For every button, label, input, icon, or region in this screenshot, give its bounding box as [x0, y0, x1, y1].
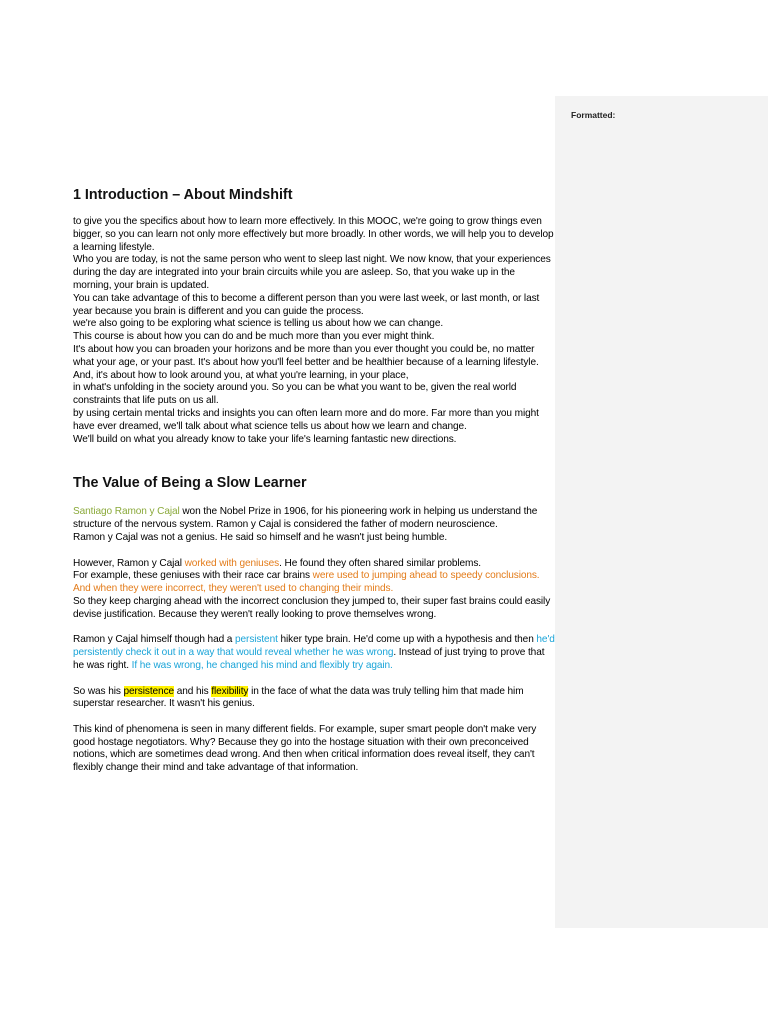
paragraph-persistence: [73, 686, 555, 712]
intro-line: Who you are today, is not the same person who went to sleep last night. We now know, that your experiences during the day are integrated into your brain circuits while you are asleep. So, that you wake up in the morning, your brain is updated.: [73, 254, 551, 291]
text-run: . Instead of just trying to prove that he was right.: [73, 647, 545, 671]
cyan-highlight: persistent: [235, 634, 278, 646]
paragraph-gap: [73, 711, 555, 724]
document-body: [73, 186, 555, 775]
cyan-highlight: he'd persistently check it out in a way that would reveal whether he was wrong: [73, 634, 555, 659]
paragraph-nobel: [73, 506, 555, 532]
paragraph-gap: [73, 673, 555, 686]
intro-line: to give you the specifics about how to learn more effectively. In this MOOC, we're going to grow things even bigger, so you can learn not only more effectively but more broadly. In other words, we will help you to develop a learning lifestyle.: [73, 216, 554, 253]
cyan-highlight: If he was wrong, he changed his mind and flexibly try again.: [131, 659, 393, 671]
text-run: Ramon y Cajal himself though had a: [73, 634, 236, 646]
text-run: hiker type brain. He'd come up with a hypothesis and then: [277, 634, 537, 646]
text-run: However, Ramon y Cajal: [73, 557, 185, 569]
orange-highlight: worked with geniuses: [184, 557, 280, 569]
text-run: and his: [174, 685, 212, 697]
introduction-text: [73, 216, 555, 446]
paragraph-not-genius: Ramon y Cajal was not a genius. He said so himself and he wasn't just being humble.: [73, 531, 448, 543]
text-run: . He found they often shared similar problems.: [279, 557, 481, 569]
yellow-highlight: persistence: [123, 685, 175, 697]
orange-highlight: were used to jumping ahead to speedy conclusions. And when they were incorrect, they weren't used to changing their minds.: [73, 570, 540, 595]
paragraph-geniuses: [73, 558, 555, 571]
intro-line: This course is about how you can do and be much more than you ever might think.: [73, 331, 435, 343]
comments-pane: [555, 96, 768, 928]
yellow-highlight: flexibility: [211, 685, 249, 697]
intro-line: by using certain mental tricks and insights you can often learn more and do more. Far more than you might have ever dreamed, we'll talk about what science tells us about how we learn and change.: [73, 407, 539, 432]
paragraph-gap: [73, 622, 555, 635]
paragraph-hostage: This kind of phenomena is seen in many different fields. For example, super smart people don't make very good hostage negotiators. Why? Because they go into the hostage situation with their own preconceived notions, which are sometimes dead wrong. And then when critical information does reveal itself, they can't flexibly change their mind and take advantage of that information.: [73, 723, 537, 774]
section-title-slow-learner: The Value of Being a Slow Learner: [73, 475, 307, 492]
paragraph-race-car: [73, 570, 555, 596]
formatted-comment-label: Formatted:: [571, 110, 616, 120]
intro-line: It's about how you can broaden your horizons and be more than you ever thought you could be, no matter what your age, or your past. It's about how you'll feel better and be healthier because of a learning lifestyle. And, it's about how to look around you, at what you're learning, in your place,: [73, 343, 539, 381]
paragraph-gap: [73, 545, 555, 558]
text-run: For example, these geniuses with their race car brains: [73, 570, 313, 582]
intro-line: We'll build on what you already know to take your life's learning fantastic new directions.: [73, 433, 457, 445]
text-run: So was his: [73, 685, 124, 697]
intro-line: in what's unfolding in the society around you. So you can be what you want to be, given the real world constraints that life puts on us all.: [73, 382, 517, 407]
intro-line: we're also going to be exploring what science is telling us about how we can change.: [73, 318, 444, 330]
intro-line: You can take advantage of this to become a different person than you were last week, or last month, or last year because you brain is different and you can guide the process.: [73, 292, 540, 317]
paragraph-hiker-brain: [73, 634, 555, 672]
text-run: won the Nobel Prize in 1906, for his pioneering work in helping us understand the structure of the nervous system. Ramon y Cajal is considered the father of modern neuroscience.: [73, 506, 538, 531]
section-title-introduction: 1 Introduction – About Mindshift: [73, 187, 293, 203]
text-run: in the face of what the data was truly telling him that made him superstar researcher. It wasn't his genius.: [73, 685, 524, 710]
paragraph-charging-ahead: So they keep charging ahead with the incorrect conclusion they jumped to, their super fast brains could easily devise justification. Because they weren't really looking to prove themselves wrong.: [73, 595, 551, 620]
highlighted-name: Santiago Ramon y Cajal: [73, 506, 180, 518]
